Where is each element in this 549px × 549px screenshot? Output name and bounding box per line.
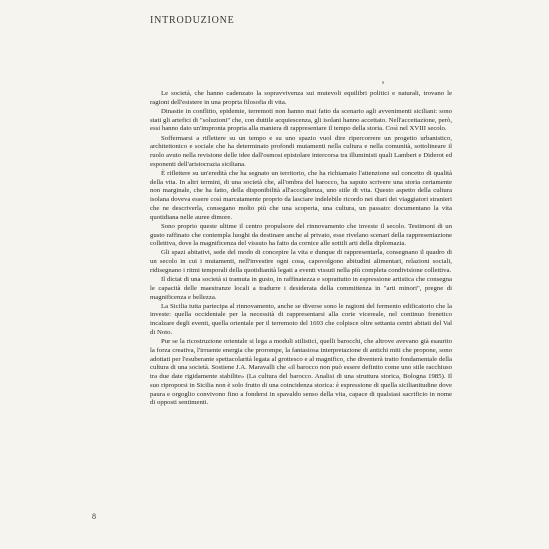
- paragraph: Soffermarsi a riflettere su un tempo e su uno spazio vuol dire ripercorrere un progetto urbanistico, architettonico e sociale che ha determinato profondi mutamenti nella cultura e nella comunità, sottolineare il ruolo avuto nella revisione delle idee dall'osmosi epistolare intercorsa tra illuministi quali Lambert e Diderot ed esponenti dell'aristocrazia siciliana.: [150, 134, 452, 168]
- paragraph: Pur se la ricostruzione orientale si lega a moduli stilistici, quelli barocchi, che altrove avevano già esaurito la forza creativa, l'irruente energia che prorompe, la fantasiosa interpretazione di antichi miti che propone, sono adottati per l'esuberante spettacolarità legata al grottesco e al magnifico, che diventerà tratto fondamentale della cultura di una società. Sostiene J.A. Maravalli che «il barocco non può essere definito come uno stile racchiuso tra due date rigidamente stabilite» (La cultura del barocco. Analisi di una struttura storica, Bologna 1985). Il suo riproporsi in Sicilia non è solo frutto di una coincidenza storica: è espressione di quella sicilianitudine dove paura e orgoglio convivono fino a fondersi in spavaldo senso della vita, capace di qualsiasi sacrificio in nome di opposti sentimenti.: [150, 338, 452, 407]
- paragraph: Dinastie in conflitto, epidemie, terremoti non hanno mai fatto da scenario agli avvenimenti siciliani: sono stati gli artefici di "soluzioni" che, con duttile acquiescenza, gli isolani hanno accettato. Nell'accettazione, però, essi hanno dato un'impronta propria alla maniera di rappresentare il tempo della storia. Così nel XVIII secolo.: [150, 107, 452, 133]
- paragraph: Il dictat di una società si tramuta in gusto, in raffinatezza e soprattutto in espressione artistica che consegna le capacità delle maestranze locali a tradurre i desiderata della committenza in "arti minori", pregne di magnificenza e bellezza.: [150, 276, 452, 301]
- page-mark: s: [382, 80, 385, 86]
- chapter-header: INTRODUZIONE: [150, 15, 235, 26]
- paragraph: Gli spazi abitativi, sede del modo di concepire la vita e dunque di rappresentarla, consegnano il quadro di un secolo in cui i mutamenti, nell'investire ogni cosa, capovolgono abitudini alimentari, relazioni sociali, ridisegnano i ritmi temporali della quotidianità legati a eventi vissuti nella più completa condivisione collettiva.: [150, 249, 452, 274]
- paragraph: La Sicilia tutta partecipa al rinnovamento, anche se diverse sono le ragioni del fermento edificatorio che la investe: quella occidentale per la necessità di rappresentarsi alla corte vicereale, nel continuo frenetico incalzare degli eventi, quella orientale per il terremoto del 1693 che colpisce oltre settanta centri abitati del Val di Noto.: [150, 302, 452, 336]
- paragraph: Sono proprio queste ultime il centro propulsore del rinnovamento che investe il secolo. Testimoni di un gusto raffinato che contempla luoghi da destinare anche al privato, esse rivelano scenari della rappresentazione collettiva, dove la magnificenza del vissuto ha fatto da cornice alle sottili arti della diplomazia.: [150, 222, 452, 248]
- body-text: [150, 90, 452, 408]
- paragraph: Le società, che hanno cadenzato la sopravvivenza sui mutevoli equilibri politici e naturali, trovano le ragioni dell'esistere in una propria filosofia di vita.: [150, 90, 452, 106]
- page-number: 8: [92, 512, 96, 521]
- paragraph: È riflettere su un'eredità che ha segnato un territorio, che ha richiamato l'attenzione sul concetto di qualità della vita. In altri termini, di una società che, all'ombra del barocco, ha saputo scrivere una storia certamente non marginale, che ha fatto, della disponibilità all'accoglienza, uno stile di vita. Questo aspetto della cultura isolana doveva essere così marcatamente proprio da lasciare indelebile ricordo nei diari dei viaggiatori stranieri che ne descriverla, consegano molto più che una scoperta, una cultura, un passato: documentano la vita quotidiana nelle auree dimore.: [150, 169, 452, 221]
